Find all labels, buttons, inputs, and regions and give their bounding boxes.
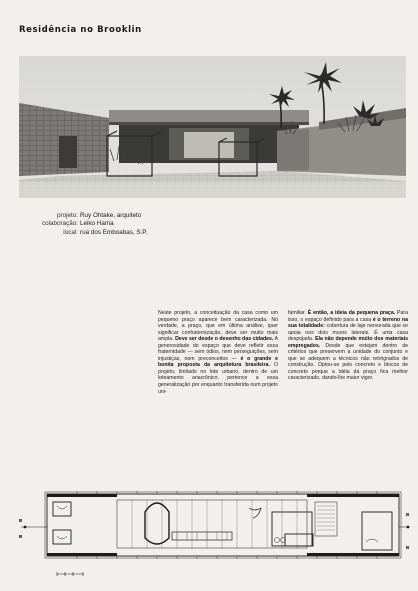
project-credits: [19, 212, 147, 237]
section-marker-right-bottom: B: [406, 545, 410, 550]
credit-label: colaboração:: [41, 220, 78, 228]
body-text-column-1: [158, 310, 278, 395]
credit-value: Leiko Hama: [80, 220, 114, 228]
credit-collaborator: [19, 220, 147, 228]
body-text-column-2: [288, 310, 408, 382]
text-run: cobertura de laje nervurada que se apoia nos dois muros laterais. É uma casa despojada.: [288, 323, 409, 343]
credit-label: projeto:: [56, 212, 78, 219]
text-run-bold: é o grande e bonita proposta da arquitetura brasileira.: [158, 355, 279, 369]
credit-label: local:: [63, 228, 78, 236]
text-run: Desde que estejam dentro de critérios que preservem a unidade do conjunto e que se adequem a técnicos não retrógrados de construção. Optou-se pelo concreto e blocos de concreto porque a idéia da praço fica melhor caracterizado, dando-lhe maior vigor.: [288, 342, 408, 382]
page-title: Residência no Brooklin: [19, 25, 142, 35]
text-run: Neste projeto, a conceituação da casa como um pequeno praço aparece bem caracterizada. No verdade, a praço, que em última análise, quer significar confraternização, deve ser muito mais ampla.: [158, 310, 278, 343]
text-run: familiar.: [288, 310, 308, 316]
credit-location: [19, 229, 147, 237]
text-run-bold: É então, a ideia da pequena praça.: [307, 310, 396, 316]
section-marker-right-top: B: [406, 512, 410, 517]
section-marker-left-top: B: [19, 518, 23, 523]
section-marker-left-bottom: B: [19, 534, 23, 539]
text-run-bold: Deve ser desde o desenho das cidades.: [175, 336, 274, 343]
credit-value: rua dos Emboabas, S.P.: [80, 228, 148, 236]
house-photo: [19, 56, 406, 198]
text-run: A generosidade do espaço que deve refletir essa fraternidade — sem ódios, nem perseguições, sem injustiças, nem preconceitos —: [158, 336, 278, 362]
credit-value: Ruy Ohtake, arquiteto: [80, 212, 142, 219]
text-run: O projeto, limitado no lote urbano, dentro de um loteamento anacrônico, pertence a essa generalização por enquanto transferida num projeto uni-: [158, 362, 278, 395]
credit-architect: [19, 212, 147, 220]
text-run-bold: Ela não depende muito dos materiais empregados.: [288, 336, 408, 349]
text-run-bold: é o terreno na sua totalidade:: [288, 316, 408, 330]
text-run: Para isso, o espaço definido para a casa: [288, 310, 408, 323]
floor-plan: [17, 486, 412, 581]
